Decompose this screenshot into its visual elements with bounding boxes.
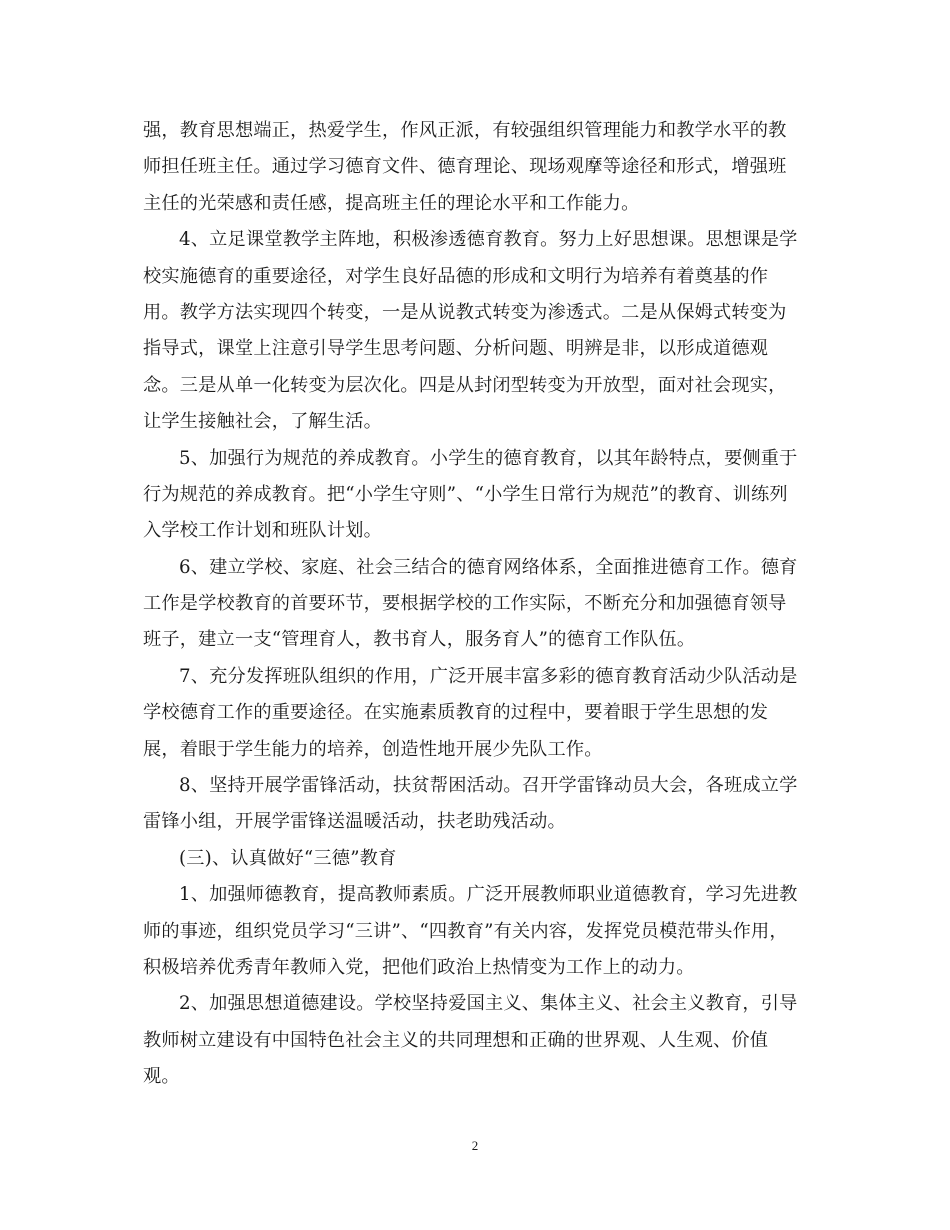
section-heading <box>143 841 813 877</box>
text-line: 校实施德育的重要途径，对学生良好品德的形成和文明行为培养有着奠基的作 <box>143 265 769 287</box>
text-line: 工作是学校教育的首要环节，要根据学校的工作实际，不断充分和加强德育领导 <box>143 593 787 615</box>
paragraph <box>143 877 813 986</box>
paragraph <box>143 659 813 768</box>
paragraph <box>143 986 813 1095</box>
text-line: 行为规范的养成教育。把“小学生守则”、“小学生日常行为规范”的教育、训练列 <box>143 483 788 505</box>
text-line: 观。 <box>143 1066 180 1088</box>
text-line: 雷锋小组，开展学雷锋送温暖活动，扶老助残活动。 <box>143 811 566 833</box>
text-line: 6、建立学校、家庭、社会三结合的德育网络体系，全面推进德育工作。德育 <box>179 556 798 578</box>
text-line: 入学校工作计划和班队计划。 <box>143 520 383 542</box>
text-line: 强，教育思想端正，热爱学生，作风正派，有较强组织管理能力和教学水平的教 <box>143 120 787 141</box>
paragraph <box>143 550 813 659</box>
text-line: 念。三是从单一化转变为层次化。四是从封闭型转变为开放型，面对社会现实， <box>143 374 787 396</box>
text-line: 主任的光荣感和责任感，提高班主任的理论水平和工作能力。 <box>143 192 640 214</box>
text-line: 7、充分发挥班队组织的作用，广泛开展丰富多彩的德育教育活动少队活动是 <box>179 665 798 687</box>
text-line: 让学生接触社会，了解生活。 <box>143 411 383 433</box>
paragraph <box>143 113 813 222</box>
text-line: (三)、认真做好“三德”教育 <box>179 847 397 869</box>
text-line: 班子，建立一支“管理育人，教书育人，服务育人”的德育工作队伍。 <box>143 629 696 651</box>
text-line: 用。教学方法实现四个转变，一是从说教式转变为渗透式。二是从保姆式转变为 <box>143 301 787 323</box>
text-line: 2、加强思想道德建设。学校坚持爱国主义、集体主义、社会主义教育，引导 <box>179 993 798 1015</box>
text-line: 学校德育工作的重要途径。在实施素质教育的过程中，要着眼于学生思想的发 <box>143 702 769 724</box>
text-line: 积极培养优秀青年教师入党，把他们政治上热情变为工作上的动力。 <box>143 956 695 978</box>
text-line: 教师树立建设有中国特色社会主义的共同理想和正确的世界观、人生观、价值 <box>143 1029 769 1051</box>
paragraph <box>143 222 813 440</box>
text-line: 5、加强行为规范的养成教育。小学生的德育教育，以其年龄特点，要侧重于 <box>179 447 798 469</box>
paragraph <box>143 441 813 550</box>
text-line: 师担任班主任。通过学习德育文件、德育理论、现场观摩等途径和形式，增强班 <box>143 156 787 178</box>
text-line: 1、加强师德教育，提高教师素质。广泛开展教师职业道德教育，学习先进教 <box>179 884 798 906</box>
page-number: 2 <box>471 1138 479 1153</box>
text-line: 师的事迹，组织党员学习“三讲”、“四教育”有关内容，发挥党员模范带头作用， <box>143 920 788 942</box>
text-line: 指导式，课堂上注意引导学生思考问题、分析问题、明辨是非，以形成道德观 <box>143 338 769 360</box>
paragraph <box>143 768 813 841</box>
text-line: 8、坚持开展学雷锋活动，扶贫帮困活动。召开学雷锋动员大会，各班成立学 <box>179 775 798 797</box>
text-line: 4、立足课堂教学主阵地，积极渗透德育教育。努力上好思想课。思想课是学 <box>179 229 798 251</box>
text-line: 展，着眼于学生能力的培养，创造性地开展少先队工作。 <box>143 738 603 760</box>
document-body <box>143 113 813 1096</box>
